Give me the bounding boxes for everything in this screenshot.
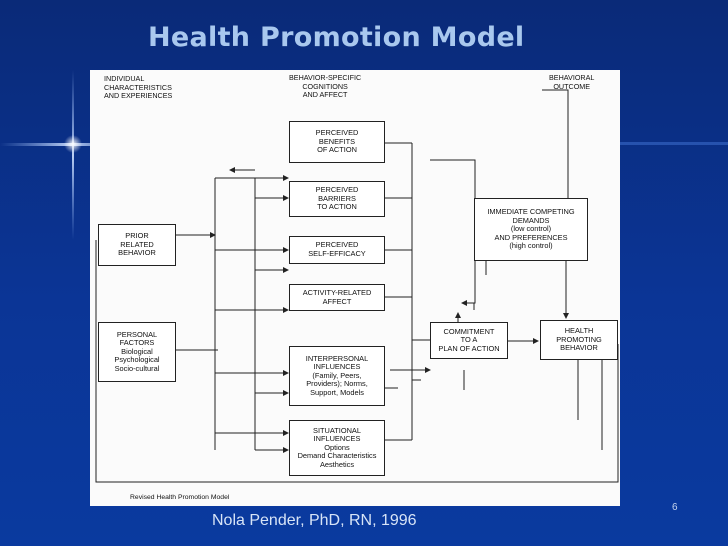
prior-related-behavior-box: PRIOR RELATED BEHAVIOR [98,224,176,266]
header-behavior-specific-cognitions: BEHAVIOR-SPECIFIC COGNITIONS AND AFFECT [289,73,362,100]
slide-title: Health Promotion Model [148,22,525,53]
perceived-barriers-box: PERCEIVED BARRIERS TO ACTION [289,181,385,217]
situational-influences-box: SITUATIONAL INFLUENCES Options Demand Characteristics Aesthetics [289,420,385,476]
activity-related-affect-box: ACTIVITY-RELATED AFFECT [289,284,385,311]
author-credit: Nola Pender, PhD, RN, 1996 [212,512,417,529]
header-behavioral-outcome: BEHAVIORAL OUTCOME [549,73,595,91]
health-promotion-model-diagram [90,70,620,506]
personal-factors-box: PERSONAL FACTORS Biological Psychological Socio-cultural [98,322,176,382]
diagram-caption: Revised Health Promotion Model [130,494,230,501]
commitment-to-plan-box: COMMITMENT TO A PLAN OF ACTION [430,322,508,359]
immediate-competing-demands-box: IMMEDIATE COMPETING DEMANDS (low control) AND PREFERENCES (high control) [474,198,588,261]
perceived-self-efficacy-box: PERCEIVED SELF-EFFICACY [289,236,385,264]
health-promoting-behavior-box: HEALTH PROMOTING BEHAVIOR [540,320,618,360]
header-individual-characteristics: INDIVIDUAL CHARACTERISTICS AND EXPERIENCES [104,74,173,101]
perceived-benefits-box: PERCEIVED BENEFITS OF ACTION [289,121,385,163]
interpersonal-influences-box: INTERPERSONAL INFLUENCES (Family, Peers, Providers); Norms, Support, Models [289,346,385,406]
page-number: 6 [672,502,678,513]
